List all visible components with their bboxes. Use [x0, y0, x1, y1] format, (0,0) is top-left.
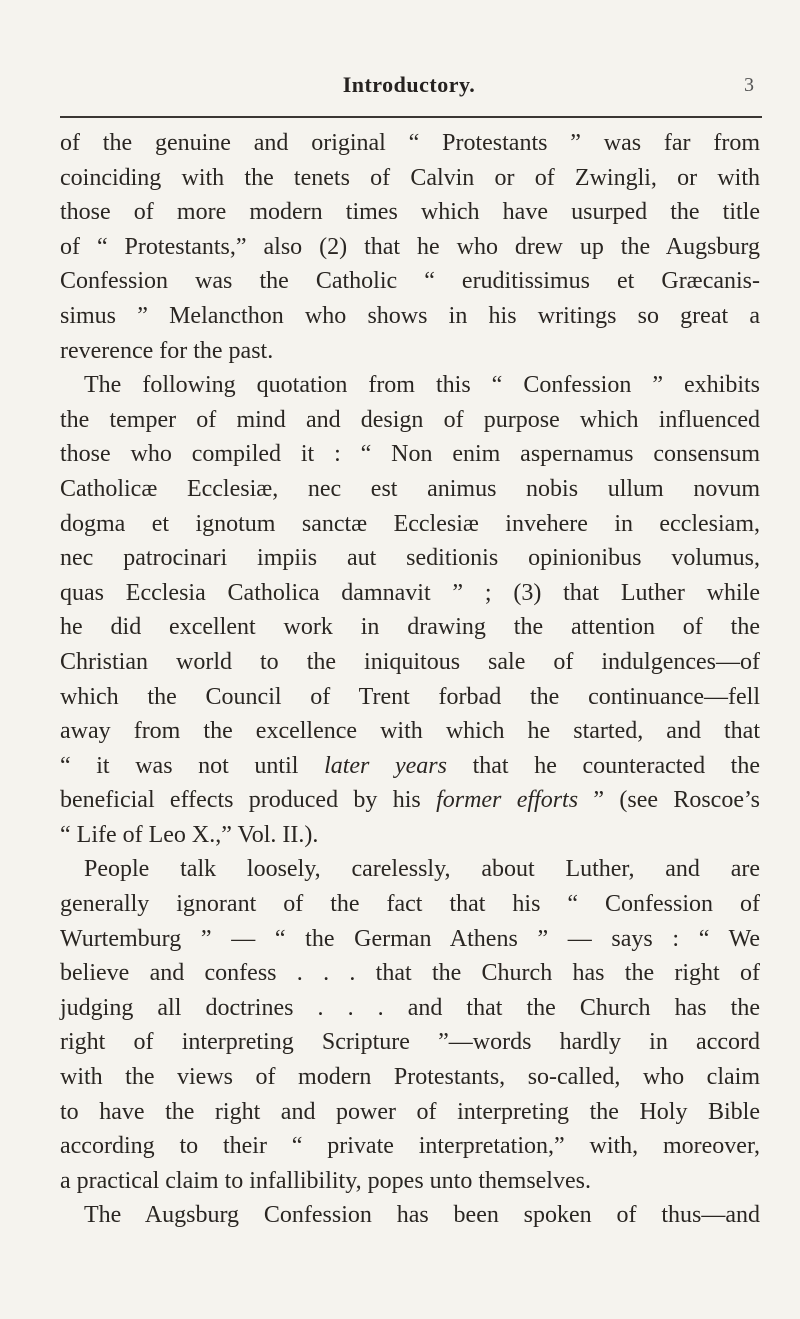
- text-line: those of more modern times which have usurped the title: [60, 199, 760, 226]
- text-line: with the views of modern Protestants, so-called, who claim: [60, 1064, 760, 1091]
- text-line: “ Life of Leo X.,” Vol. II.).: [60, 821, 319, 848]
- header-rule: [60, 116, 762, 118]
- text-line: simus ” Melancthon who shows in his writings so great a: [60, 302, 760, 329]
- text-line: reverence for the past.: [60, 337, 274, 364]
- text-line: to have the right and power of interpreting the Holy Bible: [60, 1098, 760, 1125]
- text-line: Catholicæ Ecclesiæ, nec est animus nobis ullum novum: [60, 475, 760, 502]
- italic-phrase: later years: [324, 752, 447, 779]
- text-line: The Augsburg Confession has been spoken of thus—and: [84, 1202, 760, 1229]
- body-text: [60, 126, 760, 1233]
- text-line: dogma et ignotum sanctæ Ecclesiæ invehere in ecclesiam,: [60, 510, 760, 537]
- text-line: those who compiled it : “ Non enim aspernamus consensum: [60, 441, 760, 468]
- page-header: [60, 72, 758, 108]
- text-fragment: beneficial effects produced by his: [60, 787, 437, 814]
- text-line-italic-mixed: [60, 783, 760, 818]
- running-head: Introductory.: [342, 72, 476, 97]
- text-line: quas Ecclesia Catholica damnavit ” ; (3) that Luther while: [60, 579, 760, 606]
- text-line: he did excellent work in drawing the attention of the: [60, 614, 760, 641]
- text-line: nec patrocinari impiis aut seditionis opinionibus volumus,: [60, 545, 760, 572]
- text-line: Wurtemburg ” — “ the German Athens ” — says : “ We: [60, 925, 760, 952]
- text-line: Confession was the Catholic “ eruditissimus et Græcanis-: [60, 268, 760, 295]
- text-line: of the genuine and original “ Protestants ” was far from: [60, 130, 760, 156]
- text-line: Christian world to the iniquitous sale of indulgences—of: [60, 648, 760, 675]
- text-fragment: that he counteracted the: [447, 752, 761, 779]
- text-line: according to their “ private interpretation,” with, moreover,: [60, 1133, 760, 1160]
- text-line: which the Council of Trent forbad the continuance—fell: [60, 683, 760, 710]
- page-number: 3: [744, 74, 754, 96]
- text-fragment: ” (see Roscoe’s: [578, 787, 760, 814]
- text-line: of “ Protestants,” also (2) that he who drew up the Augsburg: [60, 233, 760, 260]
- text-line: right of interpreting Scripture ”—words hardly in accord: [60, 1029, 760, 1056]
- text-line: away from the excellence with which he started, and that: [60, 718, 760, 745]
- text-line: The following quotation from this “ Confession ” exhibits: [84, 372, 760, 399]
- text-line: judging all doctrines . . . and that the Church has the: [60, 994, 760, 1021]
- text-line: the temper of mind and design of purpose which influenced: [60, 406, 760, 433]
- text-fragment: “ it was not until: [60, 752, 325, 779]
- text-line: coinciding with the tenets of Calvin or of Zwingli, or with: [60, 164, 760, 191]
- text-line: a practical claim to infallibility, popes unto themselves.: [60, 1167, 591, 1194]
- text-line: generally ignorant of the fact that his “ Confession of: [60, 891, 760, 918]
- italic-phrase: former efforts: [436, 787, 579, 814]
- text-line-italic-mixed: [60, 749, 760, 784]
- text-line: believe and confess . . . that the Church has the right of: [60, 960, 760, 987]
- text-line: People talk loosely, carelessly, about Luther, and are: [84, 856, 760, 883]
